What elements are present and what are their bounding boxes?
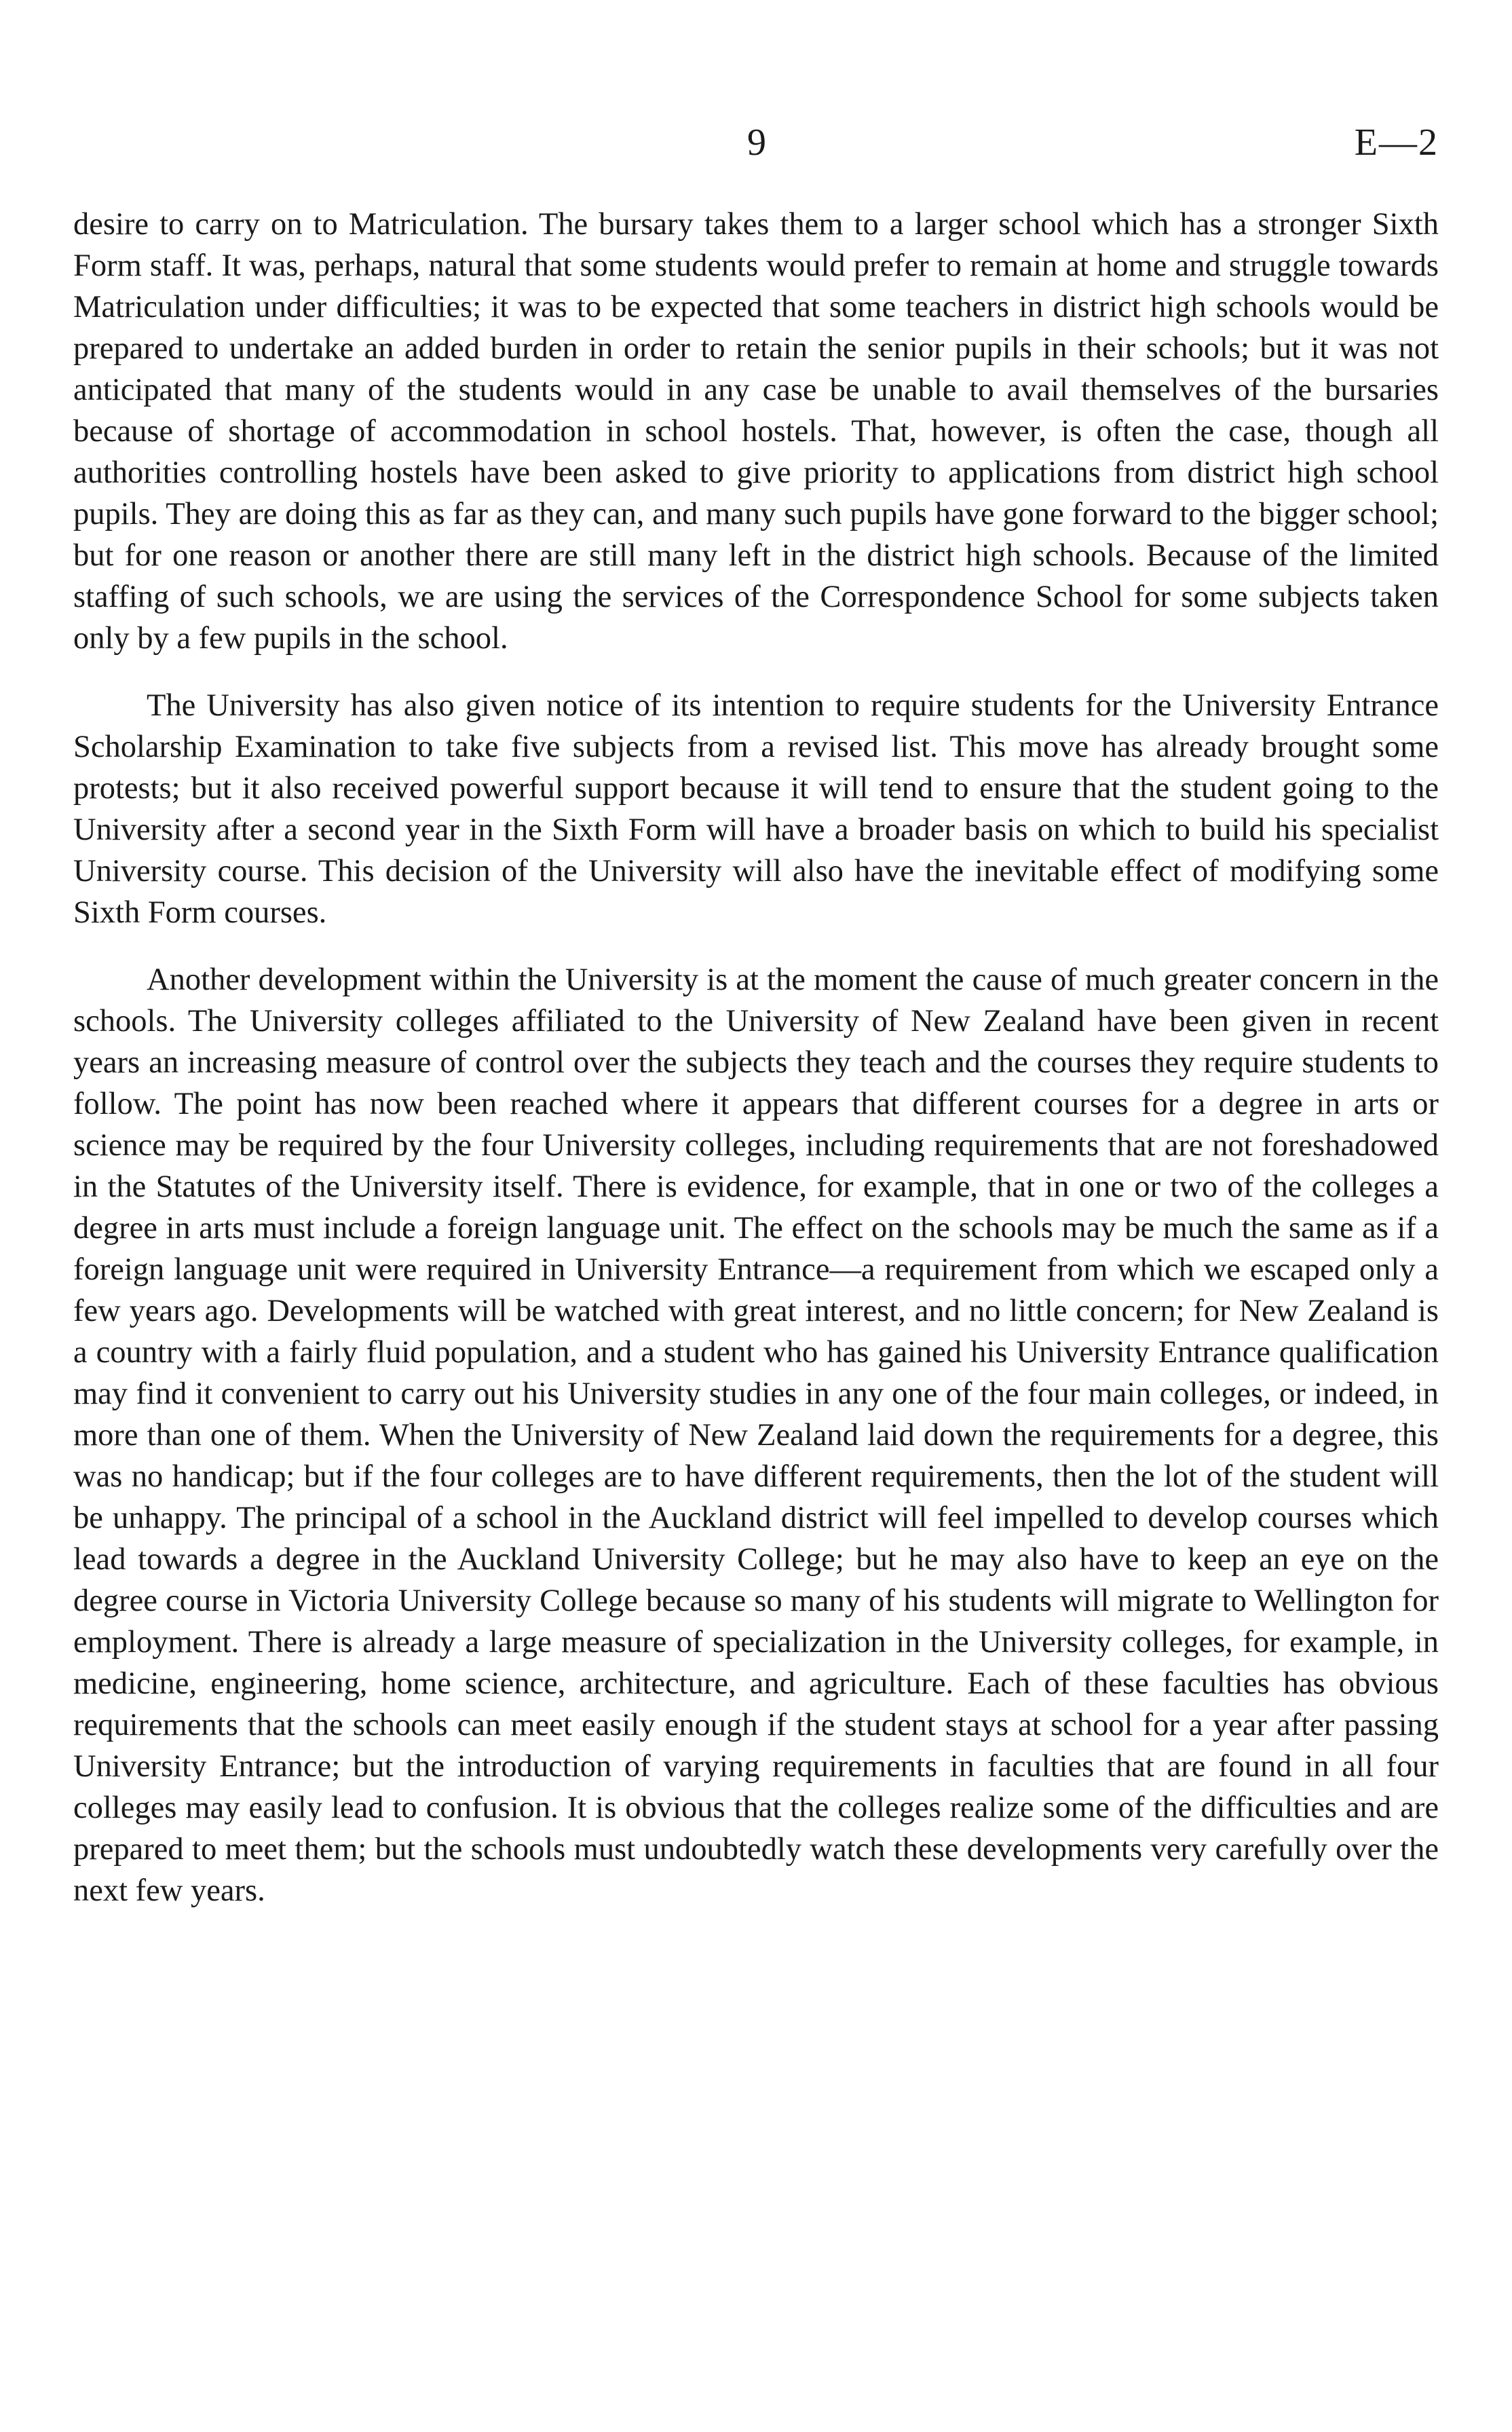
page-header — [75, 115, 1439, 170]
page-number: 9 — [747, 121, 766, 164]
body-text — [73, 204, 1439, 1937]
paragraph-university-scholarship: The University has also given notice of its intention to require students for the University Entrance Scholarship Examination to take five subjects from a revised list. This move has already brought some protests; but it also received powerful support because it will tend to ensure that the student going to the University after a second year in the Sixth Form will have a broader basis on which to build his specialist University course. This decision of the University will also have the inevitable effect of modifying some Sixth Form courses. — [73, 688, 1439, 930]
paragraph-university-development: Another development within the University is at the moment the cause of much greater concern in the schools. The University colleges affiliated to the University of New Zealand have been given in recent years an increasing measure of control over the subjects they teach and the courses they require students to follow. The point has now been reached where it appears that different courses for a degree in arts or science may be required by the four University colleges, including requirements that are not foreshadowed in the Statutes of the University itself. There is evidence, for example, that in one or two of the colleges a degree in arts must include a foreign language unit. The effect on the schools may be much the same as if a foreign language unit were required in University Entrance—a requirement from which we escaped only a few years ago. Developments will be watched with great interest, and no little concern; for New Zealand is a country with a fairly fluid population, and a student who has gained his University Entrance qualification may find it convenient to carry out his University studies in any one of the four main colleges, or indeed, in more than one of them. When the University of New Zealand laid down the requirements for a degree, this was no handicap; but if the four colleges are to have different requirements, then the lot of the student will be unhappy. The principal of a school in the Auckland district will feel impelled to develop courses which lead towards a degree in the Auckland University College; but he may also have to keep an eye on the degree course in Victoria University College because so many of his students will migrate to Wellington for employment. There is already a large measure of specialization in the University colleges, for example, in medicine, engineering, home science, architecture, and agriculture. Each of these faculties has obvious requirements that the schools can meet easily enough if the student stays at school for a year after passing University Entrance; but the introduction of varying requirements in faculties that are found in all four colleges may easily lead to confusion. It is obvious that the colleges realize some of the difficulties and are prepared to meet them; but the schools must undoubtedly watch these developments very carefully over the next few years. — [73, 962, 1439, 1908]
document-reference: E—2 — [1354, 121, 1439, 164]
paragraph-bursary-continuation: desire to carry on to Matriculation. The bursary takes them to a larger school which has a stronger Sixth Form staff. It was, perhaps, natural that some students would prefer to remain at home and struggle towards Matriculation under difficulties; it was to be expected that some teachers in district high schools would be prepared to undertake an added burden in order to retain the senior pupils in their schools; but it was not anticipated that many of the students would in any case be unable to avail themselves of the bursaries because of shortage of accommodation in school hostels. That, however, is often the case, though all authorities controlling hostels have been asked to give priority to applications from district high school pupils. They are doing this as far as they can, and many such pupils have gone forward to the bigger school; but for one reason or another there are still many left in the district high schools. Because of the limited staffing of such schools, we are using the services of the Correspondence School for some subjects taken only by a few pupils in the school. — [73, 207, 1439, 656]
